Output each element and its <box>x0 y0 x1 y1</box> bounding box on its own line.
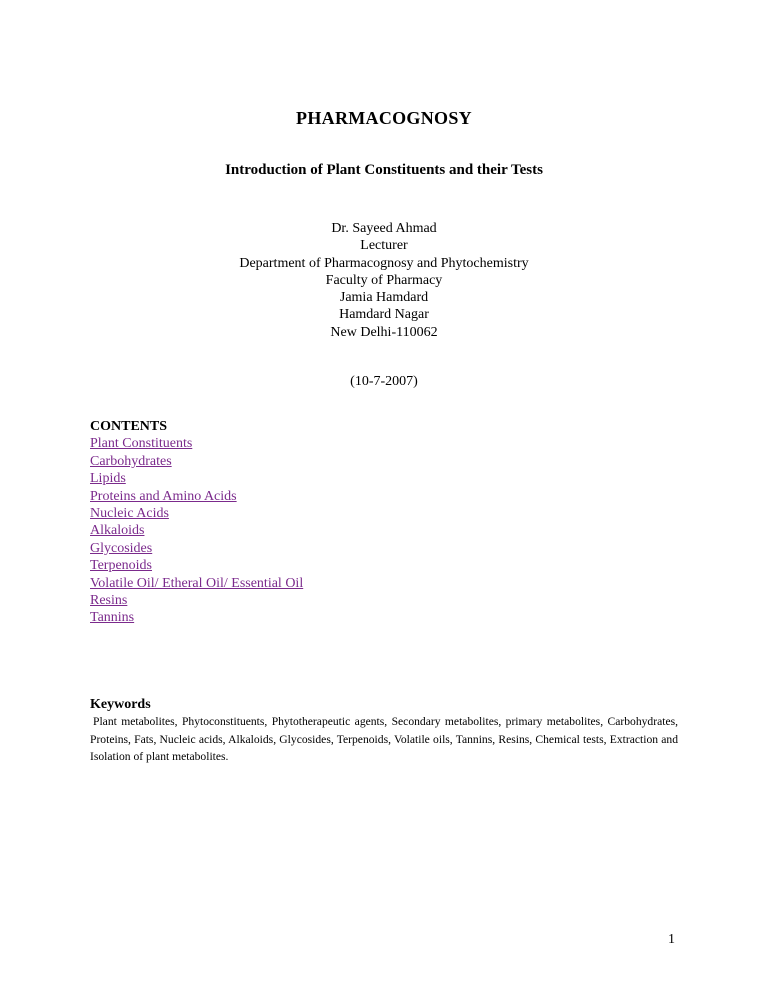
author-city: New Delhi-110062 <box>330 324 438 340</box>
contents-link-alkaloids[interactable]: Alkaloids <box>90 523 145 539</box>
contents-link-volatile-oil[interactable]: Volatile Oil/ Etheral Oil/ Essential Oil <box>90 575 304 591</box>
document-date: (10-7-2007) <box>350 374 418 389</box>
keywords-text: Plant metabolites, Phytoconstituents, Phytotherapeutic agents, Secondary metabolites, primary metabolites, Carbohydrates, Proteins, Fats, Nucleic acids, Alkaloids, Glycosides, Terpenoids, Volatile oils, Tannins, Resins, Chemical tests, Extraction and Isolation of plant metabolites. <box>90 715 678 763</box>
contents-link-terpenoids[interactable]: Terpenoids <box>90 558 153 574</box>
author-institution: Jamia Hamdard <box>339 290 429 306</box>
author-department: Department of Pharmacognosy and Phytochemistry <box>239 255 529 271</box>
author-block <box>0 220 768 341</box>
contents-link-plant-constituents[interactable]: Plant Constituents <box>90 436 193 452</box>
author-position: Lecturer <box>360 238 408 254</box>
contents-link-nucleic-acids[interactable]: Nucleic Acids <box>90 506 169 522</box>
contents-link-carbohydrates[interactable]: Carbohydrates <box>90 453 172 469</box>
author-name: Dr. Sayeed Ahmad <box>331 221 437 236</box>
contents-link-lipids[interactable]: Lipids <box>90 471 126 487</box>
contents-link-glycosides[interactable]: Glycosides <box>90 540 153 556</box>
document-subtitle: Introduction of Plant Constituents and their Tests <box>225 162 543 178</box>
contents-link-tannins[interactable]: Tannins <box>90 610 135 626</box>
page-number: 1 <box>668 932 675 947</box>
keywords-heading: Keywords <box>90 697 151 712</box>
author-locality: Hamdard Nagar <box>339 307 429 323</box>
contents-link-resins[interactable]: Resins <box>90 593 128 609</box>
contents-heading: CONTENTS <box>90 419 168 434</box>
document-title: PHARMACOGNOSY <box>296 108 472 128</box>
keywords-section <box>90 696 678 766</box>
author-faculty: Faculty of Pharmacy <box>325 272 443 288</box>
contents-link-proteins-amino-acids[interactable]: Proteins and Amino Acids <box>90 488 237 504</box>
table-of-contents <box>90 418 303 627</box>
